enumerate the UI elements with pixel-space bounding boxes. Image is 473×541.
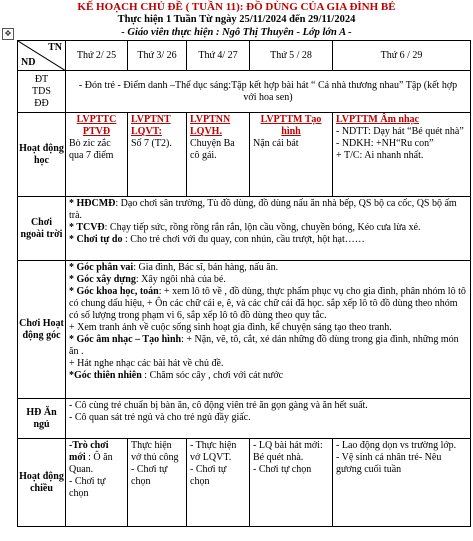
afternoon-thu — [250, 439, 333, 527]
corner-line-text: + Hát nghe nhạc các bài hát về chủ đề. — [69, 358, 224, 369]
learning-thu-body: Nặn cái bát — [253, 138, 299, 149]
corner-line — [69, 286, 467, 322]
corner-line-text: : + xem lô tô về , đồ dùng, thực phẩm phục vụ cho gia đình, phân nhóm lô tô có chung dấu hiệu, + Ôn các chữ cái e, ê, và các chữ cái đã học. sắp xếp lô tô đồ dùng theo nhóm có số lượng trong phạm vi 6, sắp xếp lô tô đồ dùng theo quy tắc. — [69, 286, 466, 321]
learning-thu-title: LVPTTM Tạo hình — [260, 114, 322, 137]
outdoor-hdcmd-text: : Dạo chơi sân trường, Tù đồ dùng, đồ dùng nấu ăn nhà bếp, QS bộ ca cốc, QS bộ ấm trà. — [69, 198, 457, 221]
learning-wed-body: Chuyện Ba cô gái. — [190, 138, 235, 161]
outdoor-tcvd-text: : Chạy tiếp sức, rồng rồng rắn rắn, lộn cầu vồng, chuyền bóng, Kéo cưa lừa xẻ. — [104, 222, 421, 233]
teacher-line: - Giáo viên thực hiện : Ngô Thị Thuyên - Lớp lớn A - — [121, 27, 352, 38]
corner-line — [69, 274, 467, 286]
corner-line — [69, 370, 467, 382]
corner-top-label: TN — [48, 42, 62, 53]
afternoon-wed — [187, 439, 250, 527]
outdoor-hdcmd — [69, 198, 467, 222]
corner-line-label: *Góc thiên nhiên — [69, 370, 142, 381]
welcome-label: ĐT TDS ĐĐ — [18, 71, 66, 113]
welcome-row — [18, 71, 471, 113]
afternoon-mon — [66, 439, 128, 527]
welcome-text: - Đón trẻ - Điểm danh –Thể dục sáng:Tập kết hợp bài hát “ Cả nhà thương nhau” Tập (kết hợp với hoa sen) — [66, 71, 471, 113]
plan-title: KẾ HOẠCH CHỦ ĐỀ ( TUẦN 11): ĐỒ DÙNG CỦA GIA ĐÌNH BÉ — [77, 1, 396, 13]
afternoon-tue-text: Thực hiện vở thủ công - Chơi tự chọn — [131, 440, 179, 487]
outdoor-tcvd — [69, 222, 467, 234]
afternoon-label: Hoạt động chiều — [18, 439, 66, 527]
outdoor-tcvd-label: * TCVĐ — [69, 222, 105, 233]
learning-thu — [250, 113, 333, 197]
outdoor-row — [18, 197, 471, 261]
afternoon-wed-text: - Thực hiện vở LQVT. - Chơi tự chọn — [190, 440, 237, 487]
outdoor-label: Chơi ngoài trời — [18, 197, 66, 261]
learning-row — [18, 113, 471, 197]
day-header-thu: Thứ 5 / 28 — [250, 41, 333, 71]
weekly-plan-table — [17, 40, 471, 527]
meal-line-2: - Cô quan sát trẻ ngủ và cho trẻ ngủ đầy giấc. — [69, 412, 251, 423]
learning-mon-title: LVPTTC PTVĐ — [76, 114, 117, 137]
corner-line — [69, 262, 467, 274]
corner-line — [69, 322, 467, 334]
corner-line-label: * Góc xây dựng — [69, 274, 136, 285]
afternoon-tue — [128, 439, 187, 527]
learning-fri-line-1: - NDTT: Dạy hát “Bé quét nhà” — [336, 126, 464, 137]
corner-line — [69, 334, 467, 358]
learning-fri — [333, 113, 471, 197]
learning-tue-title: LVPTNT LQVT: — [131, 114, 171, 137]
corner-line-text: : + Nặn, vẽ, tô, cắt, xé dán những đồ dùng trong gia đình, những món ăn . — [69, 334, 459, 357]
afternoon-thu-text: - LQ bài hát mới: Bé quét nhà. - Chơi tự chọn — [253, 440, 323, 475]
outdoor-hdcmd-label: * HĐCMĐ — [69, 198, 116, 209]
day-header-fri: Thứ 6 / 29 — [333, 41, 471, 71]
learning-label: Hoạt động học — [18, 113, 66, 197]
outdoor-free — [69, 234, 467, 246]
corner-line-label: * Góc khoa học, toán — [69, 286, 159, 297]
outdoor-free-text: : Cho trẻ chơi với đu quay, con nhún, cầu trượt, hột hạt…… — [122, 234, 365, 245]
afternoon-row — [18, 439, 471, 527]
corner-line-text: + Xem tranh ảnh về cuộc sống sinh hoạt gia đình, kể chuyện sáng tạo theo tranh. — [69, 322, 392, 333]
learning-fri-line-2: - NDKH: +NH“Ru con” — [336, 138, 434, 149]
day-header-wed: Thứ 4/ 27 — [187, 41, 250, 71]
corner-bottom-label: ND — [21, 57, 36, 68]
learning-tue — [128, 113, 187, 197]
outdoor-free-label: * Chơi tự do — [69, 234, 123, 245]
learning-tue-body: Số 7 (T2). — [131, 138, 172, 149]
day-header-tue: Thứ 3/ 26 — [128, 41, 187, 71]
learning-wed — [187, 113, 250, 197]
corners-content — [66, 261, 471, 399]
meal-label: HĐ Ăn ngủ — [18, 399, 66, 439]
corner-line-text: : Gia đình, Bác sĩ, bán hàng, nấu ăn. — [133, 262, 279, 273]
afternoon-fri — [333, 439, 471, 527]
table-move-handle-icon[interactable]: ✥ — [2, 28, 14, 40]
afternoon-fri-text: - Lao động dọn vs trường lớp. - Vệ sinh cá nhân trẻ- Nêu gương cuối tuần — [336, 440, 457, 475]
corner-line-text: : Chăm sóc cây , chơi với cát nước — [141, 370, 284, 381]
corner-line-label: * Góc phân vai — [69, 262, 134, 273]
meal-content — [66, 399, 471, 439]
learning-fri-title: LVPTTM Âm nhạc — [336, 114, 419, 125]
corners-label: Chơi Hoạt động góc — [18, 261, 66, 399]
day-header-mon: Thứ 2/ 25 — [66, 41, 128, 71]
corners-row — [18, 261, 471, 399]
corner-line-label: * Góc âm nhạc – Tạo hình — [69, 334, 182, 345]
meal-row — [18, 399, 471, 439]
outdoor-content — [66, 197, 471, 261]
corner-line — [69, 358, 467, 370]
learning-mon-body: Bò zic zắc qua 7 điểm — [69, 138, 114, 161]
afternoon-mon-bold: -Trò chơi mới — [69, 440, 109, 463]
corner-cell — [18, 41, 66, 71]
corner-line-text: : Xây ngôi nhà của bé. — [135, 274, 226, 285]
afternoon-mon-text: : Ô ăn Quan. - Chơi tự chọn — [69, 452, 113, 499]
meal-line-1: - Cô cùng trẻ chuẩn bị bàn ăn, cô động viên trẻ ăn gọn gàng và ăn hết suất. — [69, 400, 368, 411]
learning-fri-line-3: + T/C: Ai nhanh nhất. — [336, 150, 424, 161]
learning-mon — [66, 113, 128, 197]
learning-wed-title: LVPTNN LQVH. — [190, 114, 231, 137]
plan-subtitle: Thực hiện 1 Tuần Từ ngày 25/11/2024 đến 29/11/2024 — [117, 14, 356, 25]
day-header-row — [18, 41, 471, 71]
